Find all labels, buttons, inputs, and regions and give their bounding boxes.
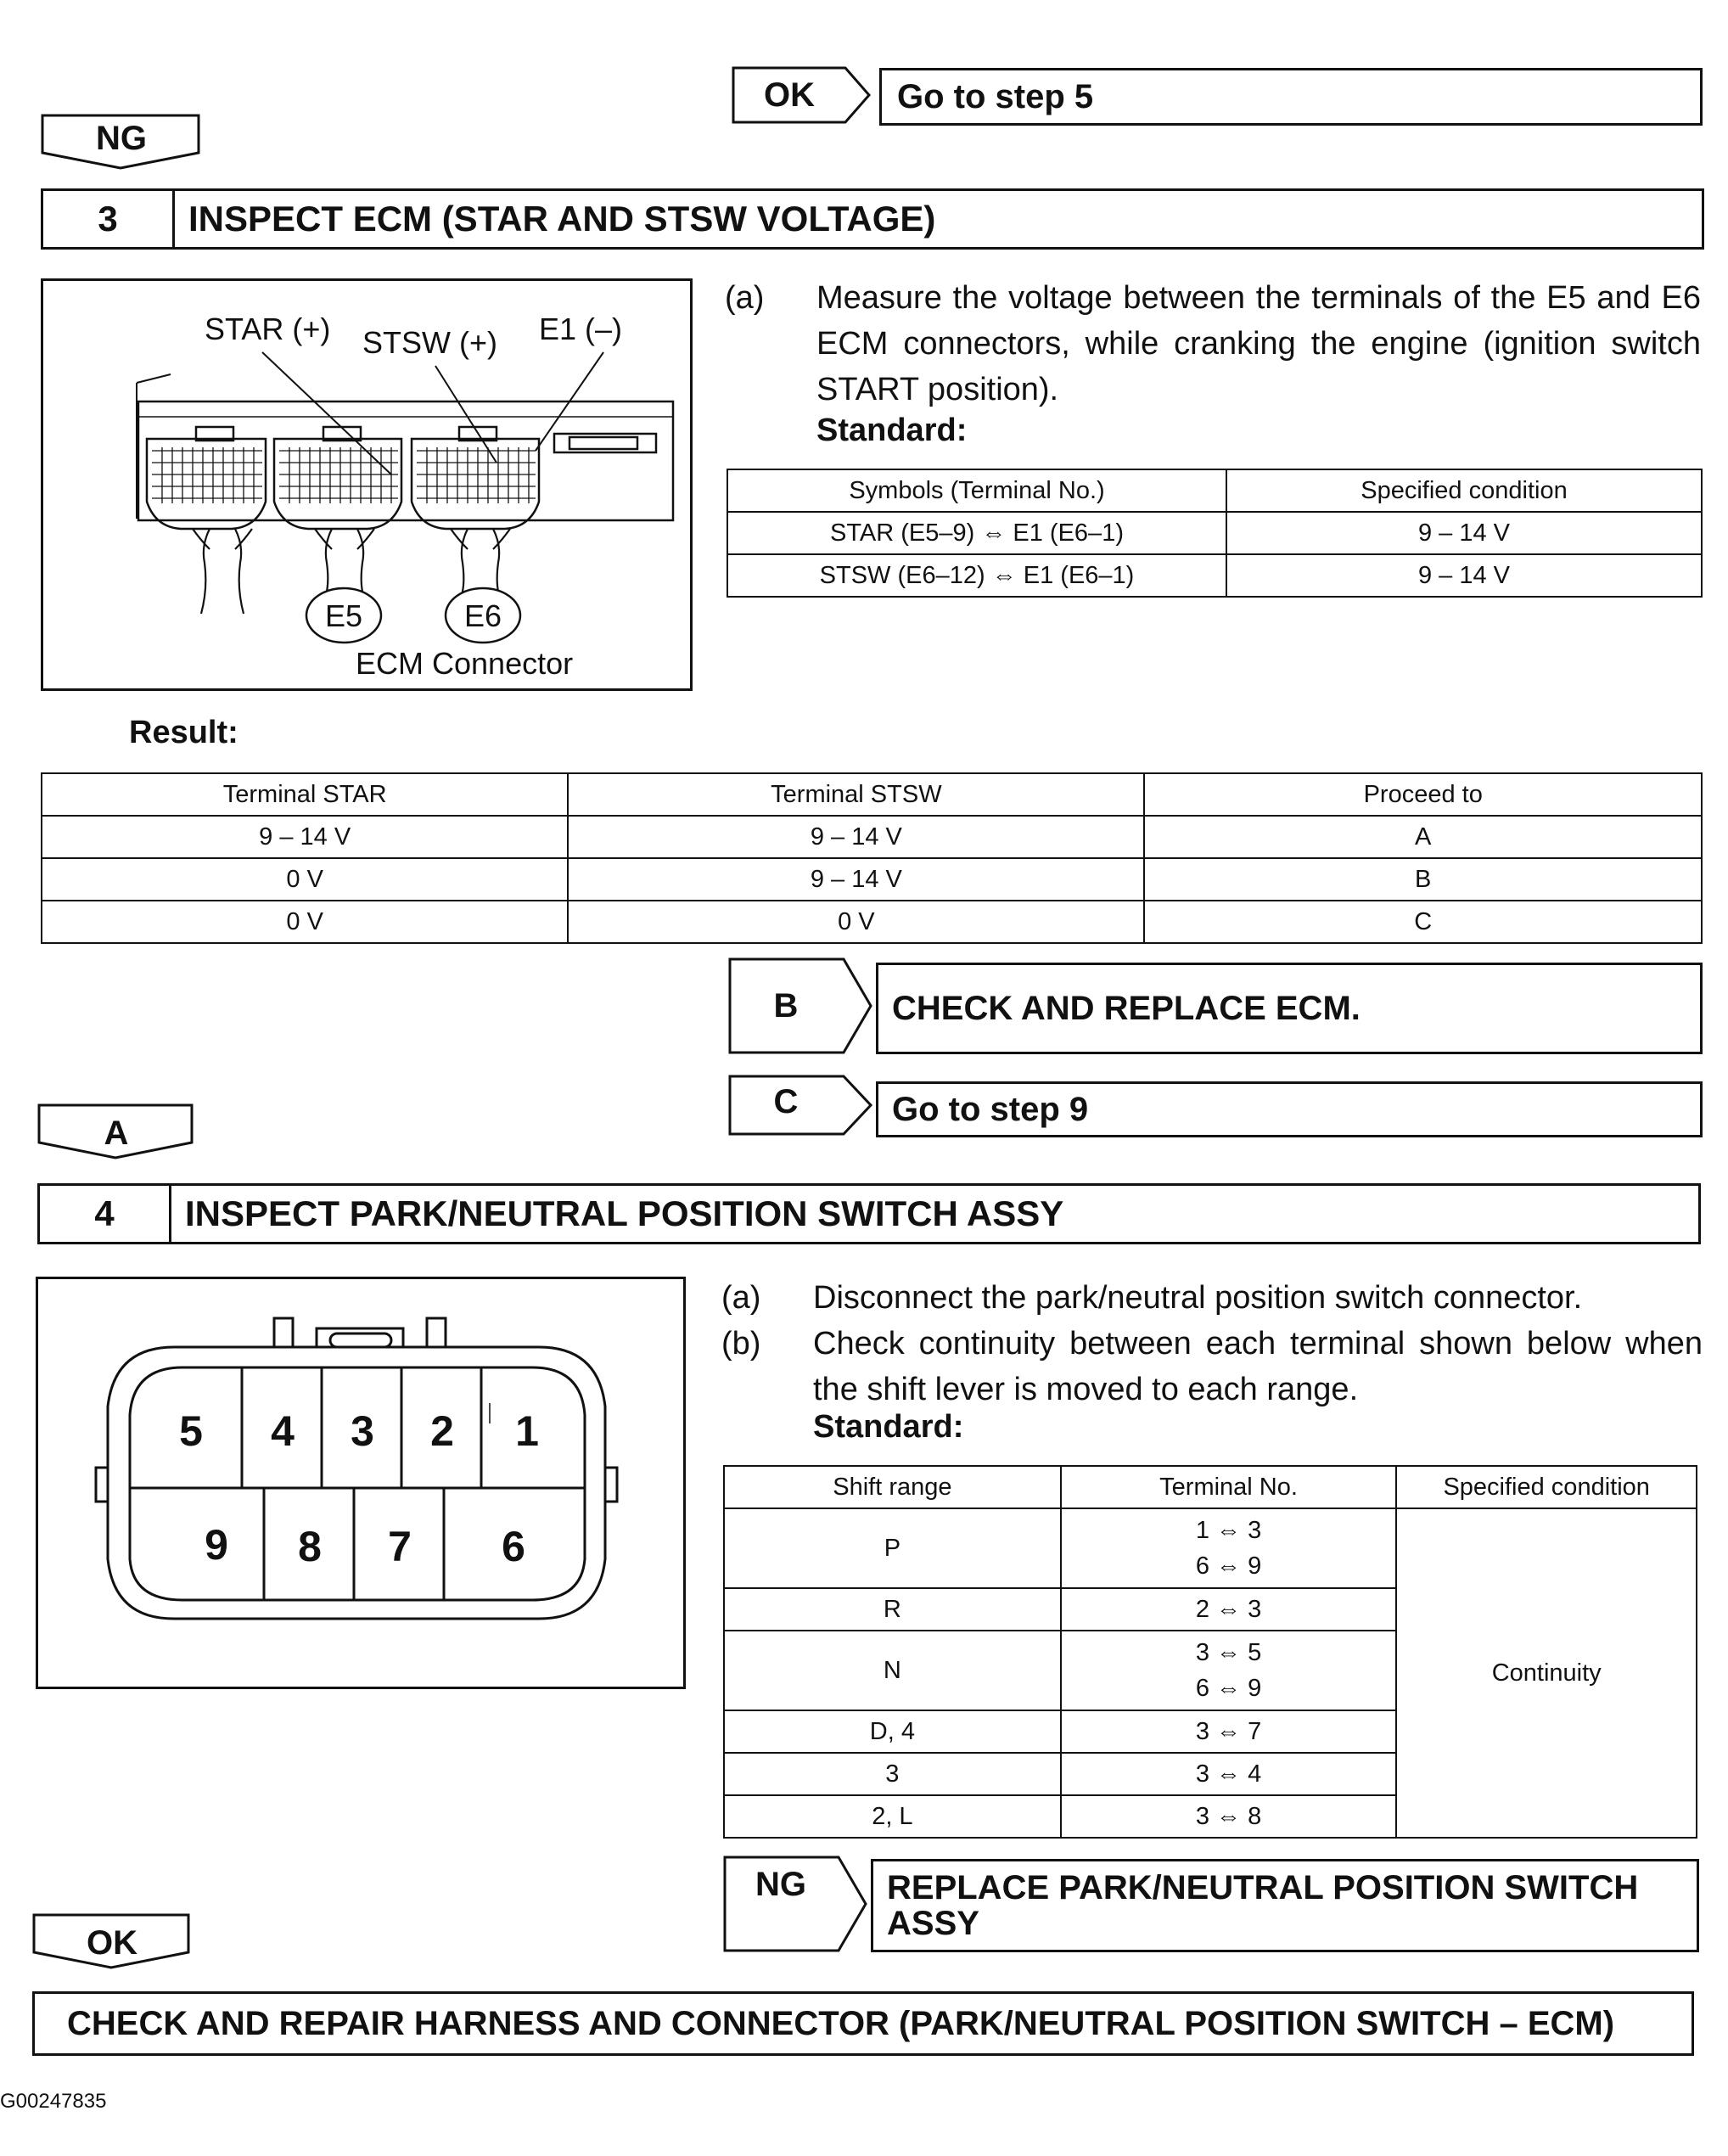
result-label: Result: — [129, 715, 238, 750]
step3-title: INSPECT ECM (STAR AND STSW VOLTAGE) — [188, 199, 936, 239]
pin-6: 6 — [502, 1523, 525, 1570]
label-star: STAR (+) — [205, 312, 331, 346]
shift-row-r-terminal: 2 ⇔ 3 — [1061, 1588, 1397, 1631]
ng-tag-label: NG — [755, 1866, 806, 1903]
park-neutral-connector-figure — [36, 1277, 686, 1689]
ecm-connector-caption: ECM Connector — [356, 646, 574, 681]
step4-instr-b-label: (b) — [721, 1326, 761, 1362]
shift-row-p-range: P — [724, 1508, 1061, 1588]
pin-2: 2 — [430, 1407, 454, 1455]
std-row2-condition: 9 – 14 V — [1226, 554, 1702, 597]
result-row1-proceed: A — [1144, 816, 1702, 858]
std-header-condition: Specified condition — [1226, 469, 1702, 512]
shift-row-2l-terminal: 3 ⇔ 8 — [1061, 1795, 1397, 1838]
shift-header-range: Shift range — [724, 1466, 1061, 1508]
ecm-connector-figure — [41, 278, 693, 691]
step3-number: 3 — [43, 191, 175, 247]
step4-header — [37, 1183, 1701, 1244]
shift-row-3-terminal: 3 ⇔ 4 — [1061, 1753, 1397, 1795]
pin-7: 7 — [388, 1523, 412, 1570]
pin-4: 4 — [271, 1407, 295, 1455]
shift-header-condition: Specified condition — [1396, 1466, 1697, 1508]
step3-instr-text: Measure the voltage between the terminals of the E5 and E6 ECM connectors, while cranking the engine (ignition switch START position). — [816, 280, 1701, 407]
pin-5: 5 — [179, 1407, 203, 1455]
step3-header — [41, 188, 1704, 250]
go-to-step-9-box[interactable]: Go to step 9 — [876, 1081, 1703, 1137]
result-row2-proceed: B — [1144, 858, 1702, 901]
shift-condition-continuity: Continuity — [1396, 1508, 1697, 1838]
ok-arrow-label: OK — [87, 1924, 137, 1962]
result-row3-proceed: C — [1144, 901, 1702, 943]
shift-header-terminal: Terminal No. — [1061, 1466, 1397, 1508]
result-table — [41, 772, 1703, 944]
std-header-symbols: Symbols (Terminal No.) — [727, 469, 1226, 512]
step4-title: INSPECT PARK/NEUTRAL POSITION SWITCH ASSY — [185, 1193, 1064, 1233]
result-header-star: Terminal STAR — [42, 773, 568, 816]
pin-1: 1 — [515, 1407, 539, 1455]
shift-row-p-terminal-1: 1 ⇔ 3 — [1195, 1517, 1262, 1544]
replace-switch-box[interactable] — [871, 1859, 1699, 1952]
park-neutral-connector-drawing — [38, 1279, 683, 1687]
result-row1-star: 9 – 14 V — [42, 816, 568, 858]
shift-row-p-terminal-2: 6 ⇔ 9 — [1195, 1552, 1262, 1580]
ng-arrow-label: NG — [96, 120, 147, 157]
shift-row-n-terminals — [1061, 1631, 1397, 1710]
shift-row-3-range: 3 — [724, 1753, 1061, 1795]
pin-9: 9 — [205, 1521, 228, 1569]
label-stsw: STSW (+) — [362, 325, 497, 360]
shift-row-n-terminal-2: 6 ⇔ 9 — [1195, 1675, 1262, 1702]
result-row2-star: 0 V — [42, 858, 568, 901]
a-arrow-label: A — [104, 1114, 129, 1152]
connector-e5-label: E5 — [324, 598, 363, 633]
pin-3: 3 — [351, 1407, 374, 1455]
result-row3-star: 0 V — [42, 901, 568, 943]
check-repair-harness-box[interactable]: CHECK AND REPAIR HARNESS AND CONNECTOR (PARK/NEUTRAL POSITION SWITCH – ECM) — [32, 1991, 1694, 2056]
step4-standard-table — [723, 1465, 1697, 1839]
b-tag-label: B — [773, 987, 799, 1025]
c-tag-label: C — [773, 1083, 799, 1120]
shift-row-2l-range: 2, L — [724, 1795, 1061, 1838]
go-to-step-5-box[interactable]: Go to step 5 — [879, 68, 1703, 126]
std-row1-symbol: STAR (E5–9) ⇔ E1 (E6–1) — [727, 512, 1226, 554]
shift-row-d4-range: D, 4 — [724, 1710, 1061, 1753]
shift-row-n-range: N — [724, 1631, 1061, 1710]
label-e1: E1 (–) — [539, 312, 623, 346]
ok-tag-label: OK — [764, 76, 815, 114]
step4-instructions — [721, 1275, 1703, 1424]
replace-switch-line2: ASSY — [887, 1905, 979, 1942]
std-row2-symbol: STSW (E6–12) ⇔ E1 (E6–1) — [727, 554, 1226, 597]
step4-standard-label: Standard: — [813, 1409, 964, 1445]
result-row1-stsw: 9 – 14 V — [568, 816, 1144, 858]
check-replace-ecm-box[interactable]: CHECK AND REPLACE ECM. — [876, 963, 1703, 1054]
step3-standard-table — [727, 469, 1703, 598]
replace-switch-line1: REPLACE PARK/NEUTRAL POSITION SWITCH — [887, 1869, 1639, 1906]
result-row2-stsw: 9 – 14 V — [568, 858, 1144, 901]
pin-8: 8 — [298, 1523, 322, 1570]
result-header-proceed: Proceed to — [1144, 773, 1702, 816]
step3-standard-label: Standard: — [816, 413, 968, 448]
step4-instr-a-text: Disconnect the park/neutral position switch connector. — [813, 1280, 1583, 1316]
std-row1-condition: 9 – 14 V — [1226, 512, 1702, 554]
shift-row-r-range: R — [724, 1588, 1061, 1631]
connector-e6-label: E6 — [463, 598, 502, 633]
shift-row-n-terminal-1: 3 ⇔ 5 — [1195, 1639, 1262, 1666]
shift-row-d4-terminal: 3 ⇔ 7 — [1061, 1710, 1397, 1753]
result-header-stsw: Terminal STSW — [568, 773, 1144, 816]
step4-instr-b-text: Check continuity between each terminal shown below when the shift lever is moved to each range. — [813, 1326, 1703, 1407]
step4-instr-a-label: (a) — [721, 1280, 761, 1316]
step3-instr-label: (a) — [725, 280, 765, 316]
step4-number: 4 — [40, 1186, 171, 1242]
shift-row-p-terminals — [1061, 1508, 1397, 1588]
result-row3-stsw: 0 V — [568, 901, 1144, 943]
figure-id: G00247835 — [0, 2090, 107, 2113]
